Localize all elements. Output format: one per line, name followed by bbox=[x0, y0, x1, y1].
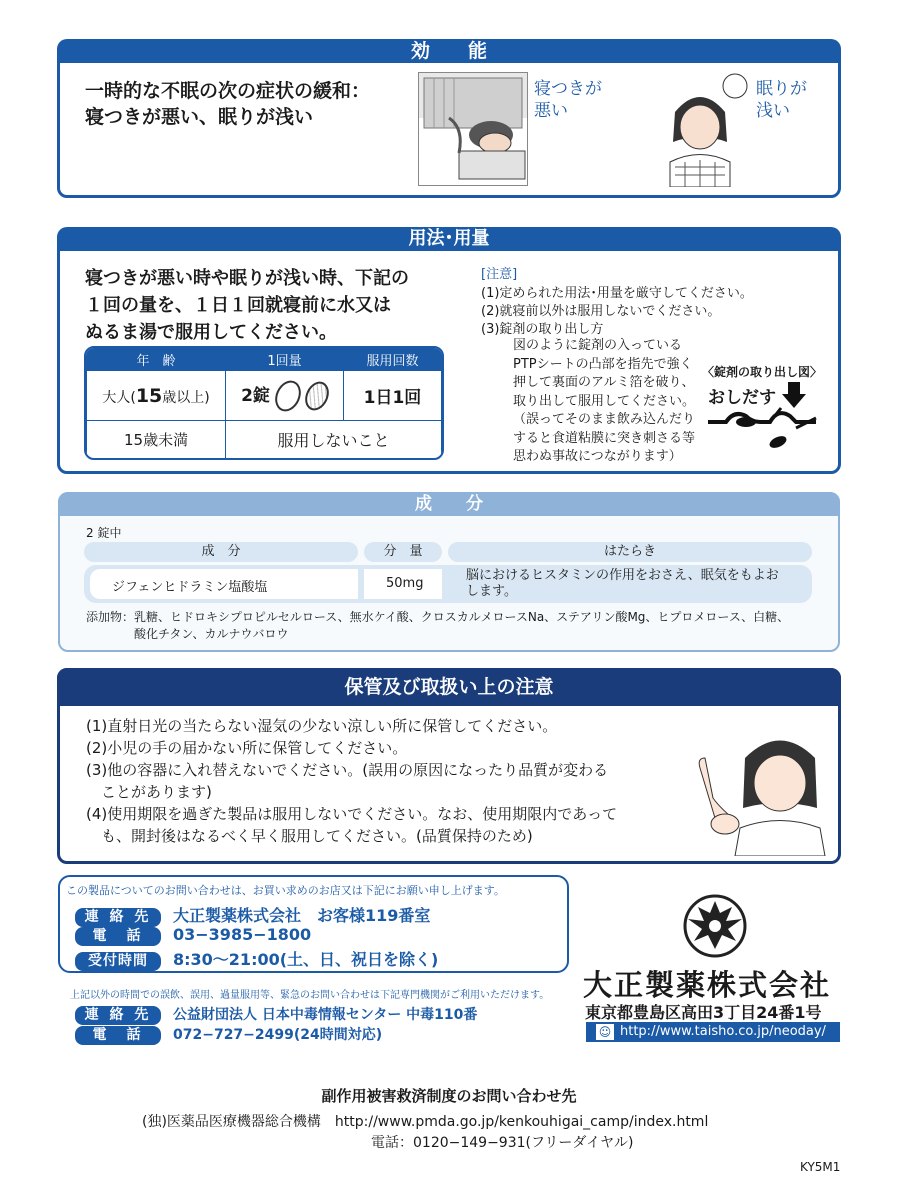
dosage-main-line2: １回の量を、１日１回就寝前に水又は bbox=[85, 295, 391, 316]
contact-row-phone: 電 話 03−3985−1800 bbox=[75, 925, 311, 948]
dosage-note3: (3)錠剤の取り出し方 bbox=[481, 322, 604, 337]
emergency-row-phone: 電 話 072−727−2499(24時間対応) bbox=[75, 1024, 382, 1047]
bed-icon bbox=[419, 73, 527, 185]
company-name: 大正製薬株式会社 bbox=[583, 968, 832, 1002]
ptp-extraction-diagram bbox=[706, 380, 821, 452]
ing-header-name: 成 分 bbox=[84, 542, 358, 562]
tired-woman-icon bbox=[655, 72, 755, 187]
adult-age: 大人(15歳以上) bbox=[87, 371, 226, 421]
label-phone: 電 話 bbox=[75, 1026, 161, 1045]
dosage-note1: (1)定められた用法･用量を厳守してください。 bbox=[481, 286, 753, 301]
label-hours: 受付時間 bbox=[75, 952, 161, 971]
efficacy-main-line2: 寝つきが悪い、眠りが浅い bbox=[85, 106, 314, 128]
ingredients-title: 成 分 bbox=[415, 494, 483, 514]
pointing-woman-illustration bbox=[685, 728, 830, 856]
ing-function: 脳におけるヒスタミンの作用をおさえ、眠気をもよお します。 bbox=[466, 568, 779, 599]
ing-amount: 50mg bbox=[386, 576, 424, 591]
emergency-row-contact: 連 絡 先 公益財団法人 日本中毒情報センター 中毒110番 bbox=[75, 1004, 477, 1027]
dosage-note3-body: 図のように錠剤の入っている PTPシートの凸部を指先で強く 押して裏面のアルミ箔を破り、 取り出して服用してください。 （誤ってそのまま飲み込んだり すると食道粘膜に突き刺さる等 思わぬ事故につながります） bbox=[513, 338, 696, 464]
company-address: 東京都豊島区高田3丁目24番1号 bbox=[585, 1003, 822, 1022]
storage-title: 保管及び取扱い上の注意 bbox=[344, 676, 554, 698]
sleeping-illustration bbox=[418, 72, 528, 186]
storage-lines: (1)直射日光の当たらない湿気の少ない涼しい所に保管してください。 (2)小児の手の届かない所に保管してください。 (3)他の容器に入れ替えないでください。(誤用の原因になったり品質が変わる ことがあります) (4)使用期限を過ぎた製品は服用しないでください。なお、使用期限内であって も、開封後はなるべく早く服用してください。(品質保持のため) bbox=[86, 717, 618, 845]
dosage-title: 用法･用量 bbox=[408, 228, 490, 249]
caption-light-sleep: 眠りが 浅い bbox=[756, 79, 807, 121]
ing-name: ジフェンヒドラミン塩酸塩 bbox=[112, 580, 268, 595]
label-contact: 連 絡 先 bbox=[75, 1006, 161, 1025]
th-times: 服用回数 bbox=[343, 349, 441, 371]
dosage-table bbox=[86, 348, 442, 459]
relief-phone: 電話：0120−149−931(フリーダイヤル) bbox=[371, 1135, 634, 1151]
efficacy-main-line1: 一時的な不眠の次の症状の緩和： bbox=[85, 80, 371, 102]
diagram-label: おしだす bbox=[708, 388, 776, 408]
additives: 添加物：乳糖、ヒドロキシプロピルセルロース、無水ケイ酸、クロスカルメロースNa、ステアリン酸Mg、ヒプロメロース、白糖、 酸化チタン、カルナウバロウ bbox=[86, 610, 790, 641]
contact-row-company: 連 絡 先 大正製薬株式会社 お客様119番室 bbox=[75, 903, 430, 926]
smile-icon: ☺ bbox=[596, 1024, 614, 1040]
label-phone: 電 話 bbox=[75, 927, 161, 946]
ing-header-function: はたらき bbox=[448, 542, 812, 562]
document-code: KY5M1 bbox=[800, 1160, 841, 1174]
company-url-bar[interactable] bbox=[586, 1022, 840, 1042]
relief-org: (独)医薬品医療機器総合機構 http://www.pmda.go.jp/kenkouhigai_camp/index.html bbox=[142, 1114, 709, 1130]
dosage-note2: (2)就寝前以外は服用しないでください。 bbox=[481, 304, 721, 319]
contact-row-hours: 受付時間 8:30〜21:00(土、日、祝日を除く) bbox=[75, 947, 438, 970]
child-age: 15歳未満 bbox=[87, 421, 226, 459]
th-age: 年 齢 bbox=[87, 349, 226, 371]
caption-hard-to-fall-asleep: 寝つきが 悪い bbox=[534, 79, 602, 121]
dosage-main-line3: ぬるま湯で服用してください。 bbox=[85, 322, 337, 343]
child-note: 服用しないこと bbox=[226, 421, 442, 459]
company-url[interactable]: http://www.taisho.co.jp/neoday/ bbox=[620, 1024, 826, 1039]
efficacy-title: 効 能 bbox=[410, 40, 487, 62]
relief-title: 副作用被害救済制度のお問い合わせ先 bbox=[321, 1087, 577, 1105]
tired-woman-illustration bbox=[655, 72, 755, 187]
adult-amount: 2錠 bbox=[226, 371, 344, 421]
contact-intro: この製品についてのお問い合わせは、お買い求めのお店又は下記にお願い申し上げます。 bbox=[66, 884, 505, 897]
dosage-table-frame bbox=[84, 346, 444, 460]
tablet-icon bbox=[270, 376, 305, 415]
eagle-logo-icon bbox=[676, 893, 754, 959]
dosage-notes-title: [注意] bbox=[481, 267, 518, 282]
th-amount: 1回量 bbox=[226, 349, 344, 371]
emergency-intro: 上記以外の時間での誤飲、誤用、過量服用等、緊急のお問い合わせは下記専門機関がご利用いただけます。 bbox=[70, 990, 550, 1001]
ingredients-per: 2 錠中 bbox=[86, 526, 122, 540]
dosage-main-line1: 寝つきが悪い時や眠りが浅い時、下記の bbox=[85, 268, 409, 289]
diagram-title: 〈錠剤の取り出し図〉 bbox=[702, 365, 823, 379]
label-contact: 連 絡 先 bbox=[75, 908, 161, 927]
tablet-icon bbox=[301, 377, 334, 413]
ing-header-amount: 分 量 bbox=[364, 542, 442, 562]
adult-times: 1日1回 bbox=[343, 371, 441, 421]
